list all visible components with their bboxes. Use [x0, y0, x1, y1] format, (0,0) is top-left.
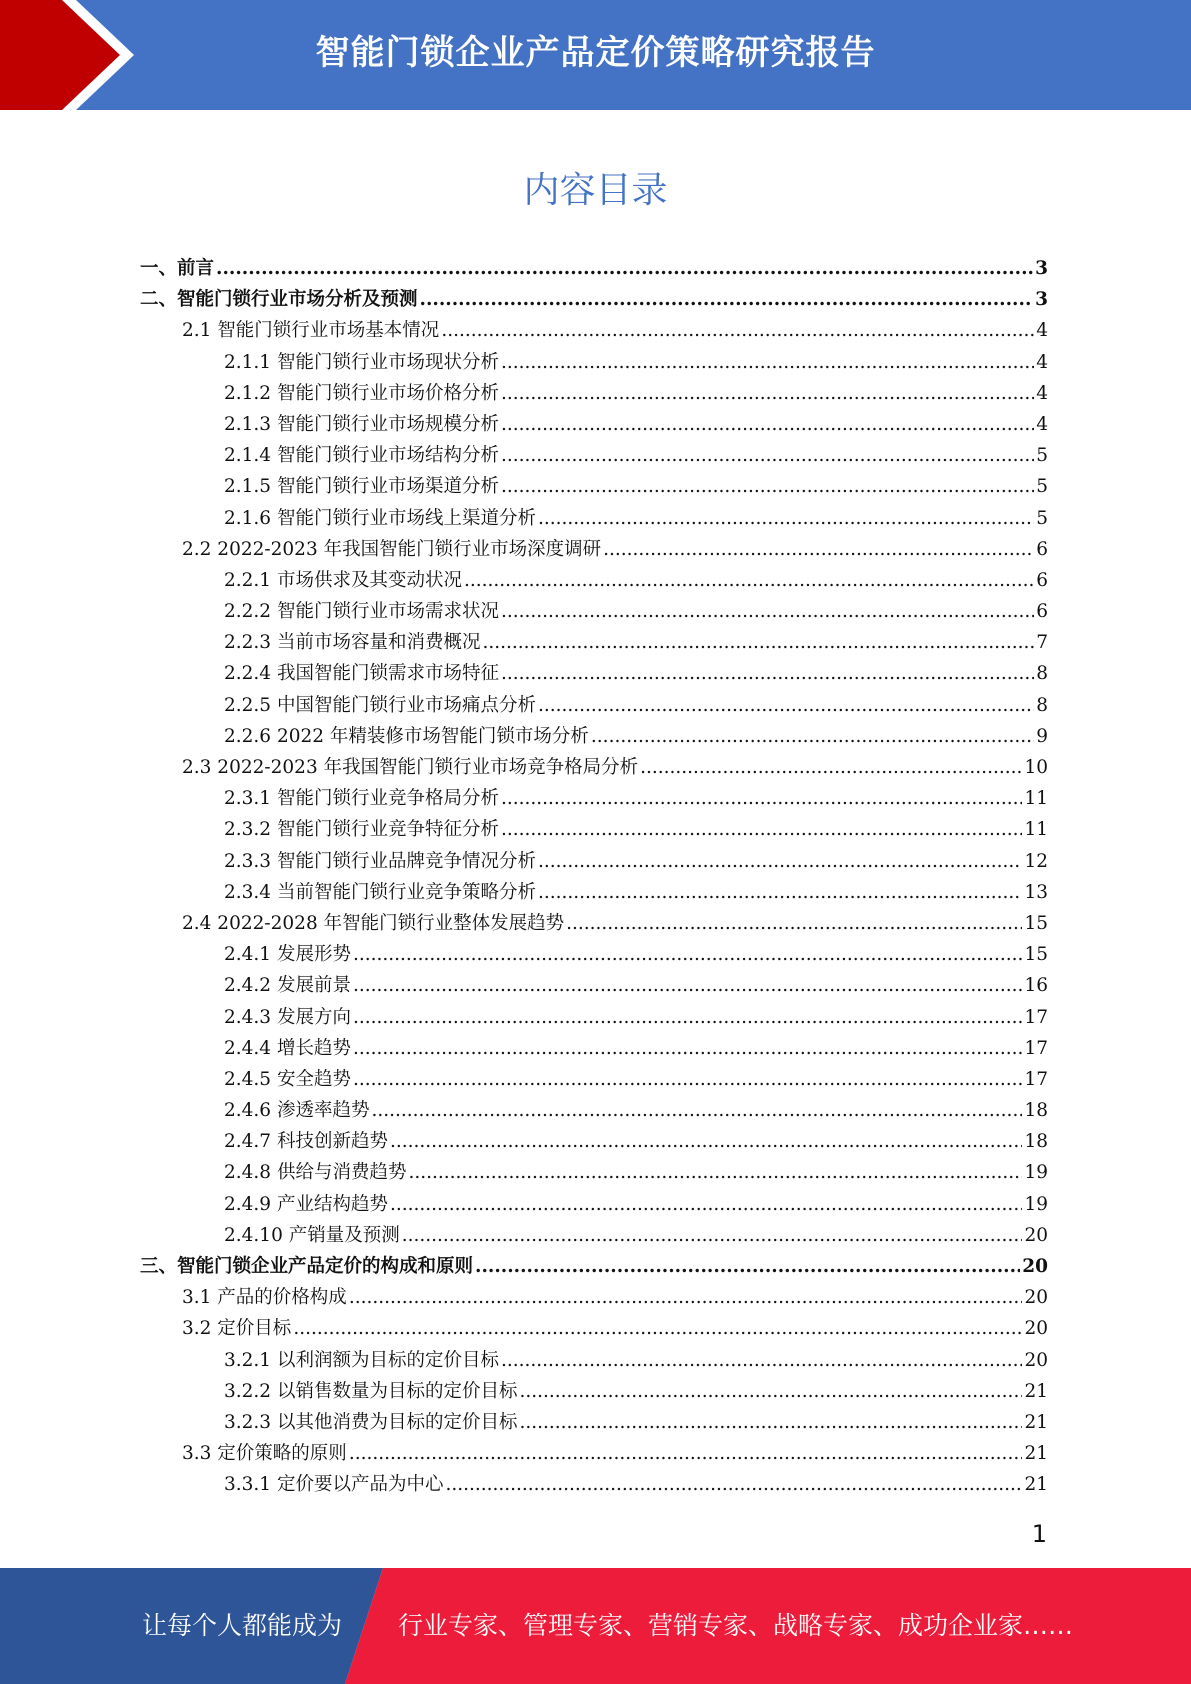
toc-entry-title: 3.2 定价目标 [182, 1318, 292, 1340]
toc-entry-title: 2.1.1 智能门锁行业市场现状分析 [224, 351, 499, 373]
toc-entry-page: 7 [1036, 632, 1048, 654]
toc-dot-leader [371, 1100, 1022, 1121]
toc-entry-title: 2.2.2 智能门锁行业市场需求状况 [224, 601, 499, 623]
toc-entry-title: 2.4.2 发展前景 [224, 975, 351, 997]
toc-entry[interactable] [140, 691, 1048, 722]
toc-dot-leader [402, 1225, 1023, 1246]
toc-entry[interactable] [140, 1314, 1048, 1345]
toc-dot-leader [482, 632, 1034, 653]
toc-entry-page: 21 [1024, 1443, 1048, 1465]
footer-slogan-left: 让每个人都能成为 [142, 1611, 343, 1640]
toc-dot-leader [538, 695, 1034, 716]
toc-entry[interactable] [140, 722, 1048, 753]
toc-entry-title: 2.4.1 发展形势 [224, 944, 351, 966]
toc-dot-leader [591, 726, 1034, 747]
toc-entry-title: 3.2.1 以利润额为目标的定价目标 [224, 1349, 499, 1371]
toc-entry-title: 2.3.3 智能门锁行业品牌竞争情况分析 [224, 850, 536, 872]
toc-dot-leader [349, 1287, 1023, 1308]
toc-entry-page: 19 [1024, 1193, 1048, 1215]
toc-entry-page: 6 [1036, 601, 1048, 623]
footer-banner [0, 1568, 1191, 1684]
toc-entry[interactable] [140, 847, 1048, 878]
toc-entry-title: 2.4.4 增长趋势 [224, 1037, 351, 1059]
toc-entry-page: 8 [1036, 663, 1048, 685]
toc-entry-page: 17 [1024, 1068, 1048, 1090]
toc-entry[interactable] [140, 1158, 1048, 1189]
toc-dot-leader [501, 414, 1034, 435]
toc-entry-page: 18 [1024, 1131, 1048, 1153]
toc-entry-page: 9 [1036, 725, 1048, 747]
toc-entry-page: 11 [1024, 788, 1048, 810]
toc-entry-page: 20 [1024, 1318, 1048, 1340]
toc-entry[interactable] [140, 753, 1048, 784]
toc-entry-page: 20 [1024, 1224, 1048, 1246]
toc-entry-title: 3.2.3 以其他消费为目标的定价目标 [224, 1411, 518, 1433]
toc-entry[interactable] [140, 940, 1048, 971]
toc-entry[interactable] [140, 535, 1048, 566]
toc-entry-title: 2.2.6 2022 年精装修市场智能门锁市场分析 [224, 725, 589, 747]
toc-entry-page: 4 [1036, 320, 1048, 342]
toc-entry[interactable] [140, 1252, 1048, 1283]
toc-entry[interactable] [140, 1408, 1048, 1439]
toc-dot-leader [390, 1131, 1022, 1152]
toc-entry-title: 2.4.7 科技创新趋势 [224, 1131, 388, 1153]
toc-dot-leader [501, 819, 1022, 840]
toc-entry[interactable] [140, 1470, 1048, 1501]
toc-entry-title: 2.4 2022-2028 年智能门锁行业整体发展趋势 [182, 912, 565, 934]
toc-entry-page: 6 [1036, 538, 1048, 560]
toc-entry-title: 2.1.5 智能门锁行业市场渠道分析 [224, 476, 499, 498]
toc-entry-page: 15 [1024, 944, 1048, 966]
toc-entry-page: 20 [1024, 1349, 1048, 1371]
toc-dot-leader [519, 1381, 1022, 1402]
toc-entry-title: 2.4.8 供给与消费趋势 [224, 1162, 407, 1184]
toc-entry-title: 2.2.3 当前市场容量和消费概况 [224, 632, 481, 654]
toc-entry[interactable] [140, 971, 1048, 1002]
toc-dot-leader [501, 383, 1034, 404]
toc-entry[interactable] [140, 410, 1048, 441]
toc-dot-leader [501, 601, 1034, 622]
toc-entry-title: 2.1.2 智能门锁行业市场价格分析 [224, 382, 499, 404]
toc-entry[interactable] [140, 878, 1048, 909]
toc-dot-leader [353, 1007, 1023, 1028]
toc-entry-page: 4 [1036, 413, 1048, 435]
toc-entry-page: 12 [1024, 850, 1048, 872]
toc-entry-page: 21 [1024, 1474, 1048, 1496]
toc-dot-leader [501, 788, 1022, 809]
page-number: 1 [1031, 1520, 1047, 1548]
toc-entry-title: 2.4.6 渗透率趋势 [224, 1100, 370, 1122]
toc-entry-title: 3.3.1 定价要以产品为中心 [224, 1474, 444, 1496]
toc-dot-leader [538, 508, 1034, 529]
report-title: 智能门锁企业产品定价策略研究报告 [315, 33, 876, 73]
toc-dot-leader [538, 882, 1022, 903]
toc-entry[interactable] [140, 659, 1048, 690]
toc-dot-leader [445, 1474, 1022, 1495]
toc-entry-title: 2.1.4 智能门锁行业市场结构分析 [224, 445, 499, 467]
toc-entry[interactable] [140, 504, 1048, 535]
toc-entry-title: 三、智能门锁企业产品定价的构成和原则 [140, 1256, 474, 1277]
toc-dot-leader [408, 1162, 1022, 1183]
toc-entry-page: 5 [1036, 445, 1048, 467]
toc-entry[interactable] [140, 348, 1048, 379]
toc-entry[interactable] [140, 472, 1048, 503]
toc-dot-leader [501, 476, 1034, 497]
toc-entry[interactable] [140, 784, 1048, 815]
toc-entry-title: 2.1.3 智能门锁行业市场规模分析 [224, 413, 499, 435]
toc-entry-title: 2.4.3 发展方向 [224, 1006, 351, 1028]
toc-entry-title: 2.4.10 产销量及预测 [224, 1224, 400, 1246]
toc-entry-title: 3.1 产品的价格构成 [182, 1287, 347, 1309]
toc-entry[interactable] [140, 566, 1048, 597]
toc-entry[interactable] [140, 1346, 1048, 1377]
toc-entry-title: 一、前言 [140, 258, 215, 279]
toc-entry[interactable] [140, 1034, 1048, 1065]
toc-dot-leader [353, 944, 1023, 965]
report-header [0, 0, 1191, 110]
toc-entry-page: 10 [1024, 757, 1048, 778]
toc-dot-leader [475, 1256, 1020, 1277]
toc-entry-title: 3.3 定价策略的原则 [182, 1443, 347, 1465]
toc-entry-title: 2.1.6 智能门锁行业市场线上渠道分析 [224, 507, 536, 529]
toc-entry[interactable] [140, 1096, 1048, 1127]
toc-entry[interactable] [140, 379, 1048, 410]
toc-entry-page: 5 [1036, 507, 1048, 529]
toc-entry-title: 3.2.2 以销售数量为目标的定价目标 [224, 1380, 518, 1402]
toc-dot-leader [566, 913, 1022, 934]
toc-entry[interactable] [140, 815, 1048, 846]
toc-entry[interactable] [140, 441, 1048, 472]
toc-entry[interactable] [140, 316, 1048, 347]
toc-entry-title: 2.2.5 中国智能门锁行业市场痛点分析 [224, 694, 536, 716]
toc-entry[interactable] [140, 1283, 1048, 1314]
toc-entry[interactable] [140, 1439, 1048, 1470]
toc-entry-page: 16 [1024, 975, 1048, 997]
toc-entry-page: 21 [1024, 1411, 1048, 1433]
toc-entry-title: 2.1 智能门锁行业市场基本情况 [182, 320, 440, 342]
toc-entry-page: 21 [1024, 1380, 1048, 1402]
toc-dot-leader [501, 352, 1034, 373]
toc-entry-title: 2.4.5 安全趋势 [224, 1068, 351, 1090]
toc-dot-leader [464, 570, 1034, 591]
toc-entry-page: 18 [1024, 1100, 1048, 1122]
toc-entry-page: 4 [1036, 382, 1048, 404]
toc-dot-leader [293, 1318, 1022, 1339]
toc-entry[interactable] [140, 254, 1048, 285]
toc-entry-title: 2.3.2 智能门锁行业竞争特征分析 [224, 819, 499, 841]
toc-entry-page: 5 [1036, 476, 1048, 498]
toc-dot-leader [216, 258, 1033, 279]
toc-entry-title: 2.2 2022-2023 年我国智能门锁行业市场深度调研 [182, 538, 602, 560]
toc-entry-title: 二、智能门锁行业市场分析及预测 [140, 289, 418, 311]
toc-entry-page: 4 [1036, 351, 1048, 373]
toc-entry-page: 13 [1024, 881, 1048, 903]
toc-dot-leader [390, 1194, 1022, 1215]
toc-entry-title: 2.2.1 市场供求及其变动状况 [224, 569, 462, 591]
toc-entry-page: 6 [1036, 569, 1048, 591]
toc-dot-leader [603, 539, 1034, 560]
toc-dot-leader [640, 757, 1022, 778]
toc-entry-page: 17 [1024, 1037, 1048, 1059]
toc-entry-page: 3 [1035, 258, 1048, 279]
table-of-contents [140, 254, 1048, 1502]
toc-entry-title: 2.3.4 当前智能门锁行业竞争策略分析 [224, 881, 536, 903]
toc-dot-leader [441, 320, 1034, 341]
toc-entry[interactable] [140, 1127, 1048, 1158]
toc-entry[interactable] [140, 1003, 1048, 1034]
toc-entry-page: 20 [1024, 1287, 1048, 1309]
toc-entry-page: 3 [1035, 289, 1048, 311]
toc-entry-page: 19 [1024, 1162, 1048, 1184]
footer-slogan-right: 行业专家、管理专家、营销专家、战略专家、成功企业家…… [398, 1611, 1074, 1640]
toc-entry[interactable] [140, 909, 1048, 940]
toc-dot-leader [538, 851, 1022, 872]
toc-entry-title: 2.4.9 产业结构趋势 [224, 1193, 388, 1215]
toc-entry-title: 2.2.4 我国智能门锁需求市场特征 [224, 663, 499, 685]
toc-entry-page: 8 [1036, 694, 1048, 716]
toc-entry[interactable] [140, 285, 1048, 316]
toc-dot-leader [353, 975, 1023, 996]
toc-heading: 内容目录 [523, 170, 668, 211]
toc-entry[interactable] [140, 1221, 1048, 1252]
toc-entry[interactable] [140, 1065, 1048, 1096]
toc-entry[interactable] [140, 597, 1048, 628]
toc-entry[interactable] [140, 1377, 1048, 1408]
toc-dot-leader [353, 1069, 1023, 1090]
toc-entry-page: 15 [1024, 912, 1048, 934]
toc-entry-title: 2.3.1 智能门锁行业竞争格局分析 [224, 788, 499, 810]
toc-entry[interactable] [140, 628, 1048, 659]
toc-entry-page: 20 [1022, 1256, 1048, 1277]
toc-dot-leader [420, 289, 1034, 310]
toc-dot-leader [501, 1350, 1022, 1371]
toc-dot-leader [349, 1443, 1023, 1464]
toc-entry-page: 11 [1024, 819, 1048, 841]
toc-dot-leader [519, 1412, 1022, 1433]
toc-dot-leader [353, 1038, 1023, 1059]
toc-entry[interactable] [140, 1190, 1048, 1221]
toc-entry-page: 17 [1024, 1006, 1048, 1028]
toc-dot-leader [501, 445, 1034, 466]
toc-entry-title: 2.3 2022-2023 年我国智能门锁行业市场竞争格局分析 [182, 757, 639, 778]
toc-dot-leader [501, 663, 1034, 684]
